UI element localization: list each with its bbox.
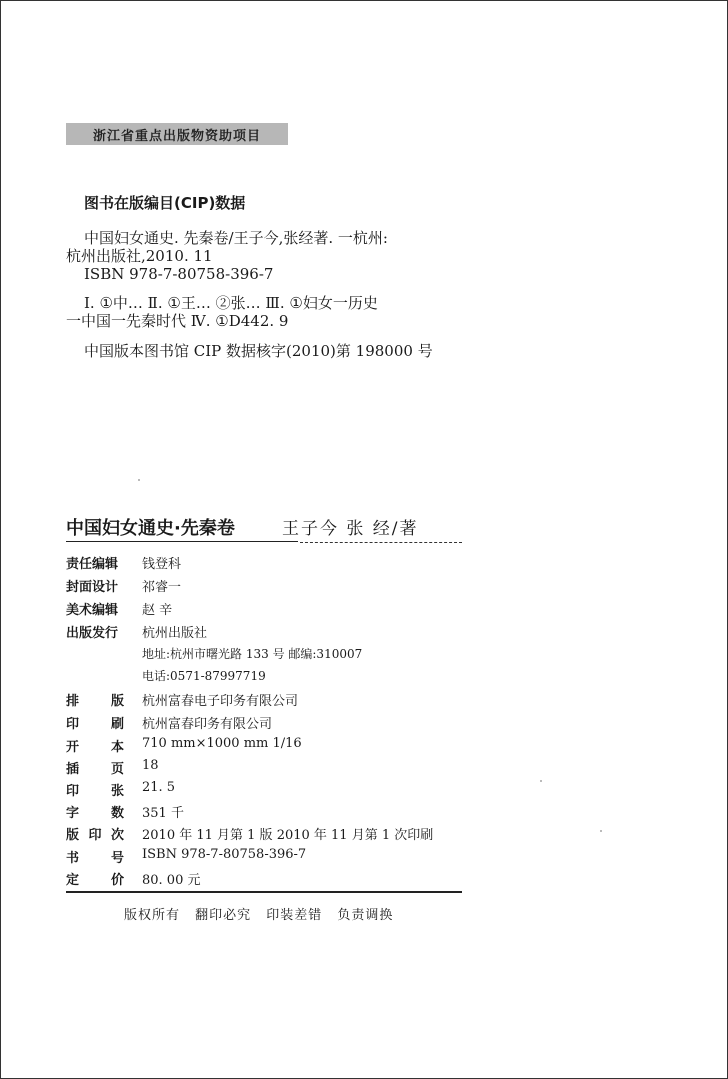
edition-value: 2010 年 11 月第 1 版 2010 年 11 月第 1 次印刷 — [142, 828, 434, 843]
book-title: 中国妇女通史·先秦卷 — [66, 518, 235, 539]
price-value: 80. 00 元 — [142, 873, 201, 888]
isbn-value: ISBN 978-7-80758-396-7 — [142, 847, 307, 862]
cover-design-label: 封面设计 — [66, 580, 119, 595]
printer-label: 印 刷 — [66, 717, 124, 732]
cip-line-2: 杭州出版社,2010. 11 — [66, 247, 213, 265]
edition-label: 版 印 次 — [66, 828, 124, 843]
cip-line-6: 中国版本图书馆 CIP 数据核字(2010)第 198000 号 — [84, 342, 433, 360]
scan-speck — [600, 830, 602, 832]
typeset-label: 排 版 — [66, 694, 124, 709]
book-author: 王子今 张 经/著 — [282, 519, 419, 539]
art-editor-value: 赵 辛 — [142, 603, 173, 618]
words-label: 字 数 — [66, 806, 124, 821]
editor-value: 钱登科 — [142, 557, 182, 572]
price-label: 定 价 — [66, 873, 124, 888]
sheets-value: 21. 5 — [142, 780, 176, 795]
isbn-label: 书 号 — [66, 851, 124, 866]
cip-line-3: ISBN 978-7-80758-396-7 — [84, 265, 274, 283]
sheets-label: 印 张 — [66, 784, 124, 799]
printer-value: 杭州富春印务有限公司 — [142, 717, 273, 732]
bottom-rule — [66, 891, 462, 893]
publisher-phone: 电话:0571-87997719 — [142, 669, 266, 683]
cip-line-5: 一中国一先秦时代 Ⅳ. ①D442. 9 — [66, 312, 289, 330]
format-label: 开 本 — [66, 740, 124, 755]
publisher-value: 杭州出版社 — [142, 626, 208, 641]
rights-statement: 版权所有 翻印必究 印装差错 负责调换 — [124, 908, 394, 923]
editor-label: 责任编辑 — [66, 557, 119, 572]
plates-label: 插 页 — [66, 762, 124, 777]
publisher-label: 出版发行 — [66, 626, 119, 641]
format-value: 710 mm×1000 mm 1/16 — [142, 736, 302, 751]
cip-line-4: Ⅰ. ①中… Ⅱ. ①王… ②张… Ⅲ. ①妇女一历史 — [84, 294, 378, 312]
scan-speck — [540, 780, 542, 782]
cover-design-value: 祁睿一 — [142, 580, 182, 595]
title-rule — [66, 541, 298, 542]
typeset-value: 杭州富春电子印务有限公司 — [142, 694, 299, 709]
cip-heading: 图书在版编目(CIP)数据 — [84, 194, 246, 212]
cip-line-1: 中国妇女通史. 先秦卷/王子今,张经著. 一杭州: — [84, 229, 388, 247]
publisher-address: 地址:杭州市曙光路 133 号 邮编:310007 — [142, 647, 363, 661]
plates-value: 18 — [142, 758, 159, 773]
title-dash-rule — [300, 542, 462, 543]
scan-speck — [138, 479, 140, 481]
funding-banner: 浙江省重点出版物资助项目 — [66, 123, 288, 145]
words-value: 351 千 — [142, 806, 184, 821]
art-editor-label: 美术编辑 — [66, 603, 119, 618]
